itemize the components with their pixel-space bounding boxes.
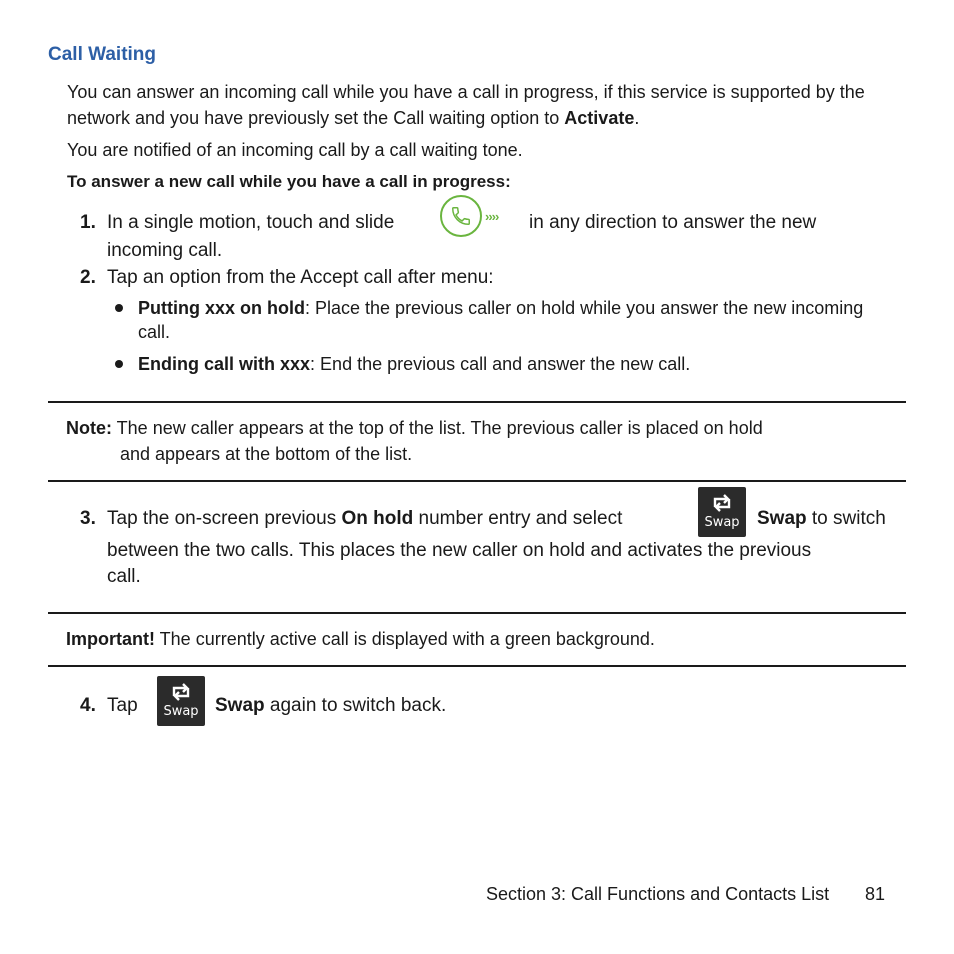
- step-3-line-2: between the two calls. This places the new caller on hold and activates the previous: [107, 540, 812, 561]
- bullet-dot: [115, 304, 123, 312]
- intro-period: .: [634, 108, 640, 128]
- on-hold-term: On hold: [341, 508, 414, 529]
- step-3: [80, 505, 700, 533]
- step-2: [80, 264, 910, 292]
- step-4-after: again to switch back.: [264, 695, 447, 716]
- swap-term: Swap: [215, 695, 265, 716]
- bullet-2-text: : End the previous call and answer the new call.: [310, 354, 691, 374]
- step-2-number: 2.: [80, 267, 96, 288]
- page-number: 81: [865, 884, 886, 904]
- activate-term: Activate: [564, 108, 635, 128]
- step-1-text: In a single motion, touch and slide: [107, 212, 395, 233]
- intro-paragraph-2: You are notified of an incoming call by a call waiting tone.: [67, 140, 523, 160]
- step-3-line-3: call.: [107, 566, 141, 587]
- step-3-text: Tap the on-screen previous: [107, 508, 342, 529]
- note-line-2: and appears at the bottom of the list.: [120, 444, 413, 464]
- bullet-1-text: : Place the previous caller on hold while you answer the new incoming call.: [138, 298, 864, 342]
- important-label: Important!: [66, 629, 155, 649]
- step-4-text: Tap: [107, 695, 138, 716]
- important-text: The currently active call is displayed with a green background.: [155, 629, 655, 649]
- step-1-continuation: in any direction to answer the new: [529, 212, 817, 233]
- bullet-putting-on-hold: [138, 296, 898, 344]
- note-line-1: [66, 415, 896, 441]
- divider: [48, 401, 906, 403]
- divider: [48, 480, 906, 482]
- intro-text: You can answer an incoming call while you have a call in progress, if this service is supported by the network and you have previously set the Call waiting option to: [67, 82, 865, 128]
- bullet-dot: [115, 360, 123, 368]
- divider: [48, 665, 906, 667]
- swap-button-label: Swap: [704, 515, 740, 530]
- intro-paragraph-1: [67, 79, 907, 131]
- step-3-after: to switch: [806, 508, 886, 529]
- step-1-line-2: incoming call.: [107, 240, 223, 261]
- footer-section-title: Section 3: Call Functions and Contacts List: [486, 884, 830, 904]
- step-4-swap: [215, 692, 615, 720]
- swap-icon: [710, 493, 734, 513]
- step-3-text-mid: number entry and select: [413, 508, 623, 529]
- swap-term: Swap: [757, 508, 807, 529]
- step-2-text: Tap an option from the Accept call after menu:: [107, 267, 494, 288]
- swap-button-label: Swap: [163, 704, 199, 719]
- bullet-2-term: Ending call with xxx: [138, 354, 311, 374]
- phone-answer-icon: [440, 195, 482, 237]
- step-3-number: 3.: [80, 508, 96, 529]
- step-4: [80, 692, 160, 720]
- important-note: [66, 626, 896, 652]
- note-label: Note:: [66, 418, 112, 438]
- step-1-number: 1.: [80, 212, 96, 233]
- instructions-subheading: To answer a new call while you have a call in progress:: [67, 172, 511, 191]
- slide-arrows-icon: ››››: [485, 208, 499, 224]
- answer-call-control: [440, 195, 498, 237]
- swap-button[interactable]: [157, 676, 205, 726]
- swap-icon: [169, 682, 193, 702]
- bullet-1-term: Putting xxx on hold: [138, 298, 305, 318]
- step-3-swap: [757, 505, 907, 533]
- bullet-ending-call: [138, 352, 898, 376]
- divider: [48, 612, 906, 614]
- swap-button[interactable]: [698, 487, 746, 537]
- step-4-number: 4.: [80, 695, 96, 716]
- note-text: The new caller appears at the top of the list. The previous caller is placed on hold: [112, 418, 763, 438]
- section-heading: Call Waiting: [48, 44, 157, 65]
